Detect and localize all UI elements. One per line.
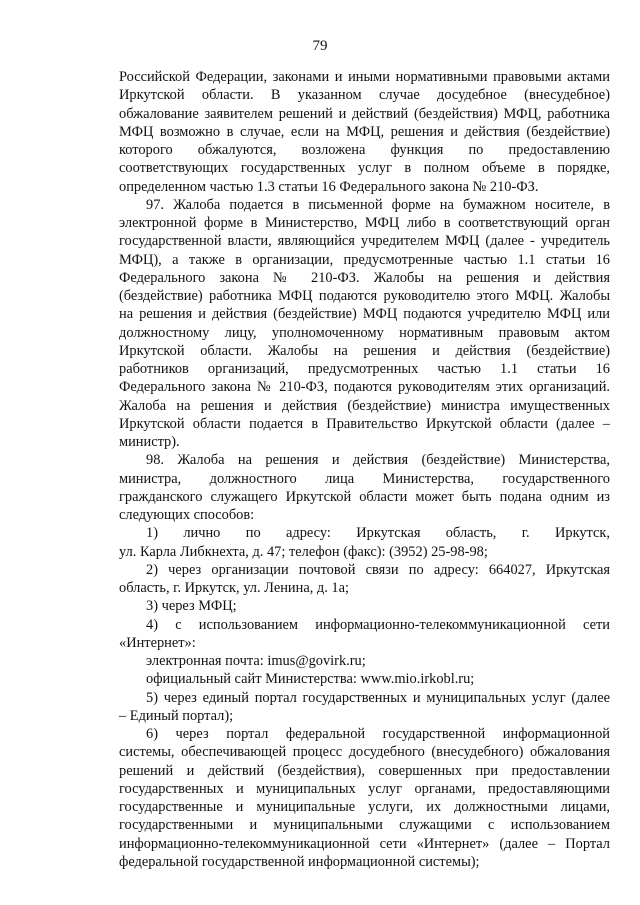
- text-line: работников организаций, предусмотренных частью 1.1 статьи 16: [119, 361, 610, 377]
- method-1-in-person: [119, 524, 610, 561]
- text-line: Федерального закона № 210-ФЗ. Жалобы на решения и действия: [119, 269, 610, 286]
- text-line: государственные и муниципальные услуги, их должностными лицами,: [119, 799, 610, 815]
- text-line: следующих способов:: [119, 507, 255, 523]
- text-line: 4) с использованием информационно-телекоммуникационной сети: [146, 616, 610, 633]
- text-line: Иркутской области подается в Правительство Иркутской области (далее –: [119, 415, 610, 432]
- text-line: электронная почта: imus@govirk.ru;: [146, 653, 366, 669]
- text-line: Российской Федерации, законами и иными нормативными правовыми актами: [119, 69, 610, 85]
- text-line: Иркутской области. Жалобы на решения и действия (бездействие): [119, 342, 610, 359]
- text-line: на решения и действия (бездействие) МФЦ подаются учредителю МФЦ или: [119, 306, 610, 323]
- text-line: гражданского служащего Иркутской области может быть подана одним из: [119, 488, 610, 505]
- text-line: обжалование заявителем решений и действий (бездействия) МФЦ, работника: [119, 105, 610, 122]
- paragraph-97: [119, 196, 610, 452]
- method-3-mfc: [119, 597, 610, 615]
- text-line: 1) лично по адресу: Иркутская область, г. Иркутск,: [146, 525, 610, 542]
- text-line: должностному лицу, уполномоченному нормативным правовым актом: [119, 324, 610, 341]
- text-line: «Интернет»:: [119, 634, 196, 651]
- text-line: 98. Жалоба на решения и действия (бездействие) Министерства,: [146, 452, 610, 469]
- text-line: Жалоба на решения и действия (бездействие) министра имущественных: [119, 397, 610, 414]
- page-number: 79: [312, 38, 328, 54]
- text-line: 5) через единый портал государственных и муниципальных услуг (далее: [146, 689, 610, 706]
- text-line: системы, обеспечивающей процесс досудебного (внесудебного) обжалования: [119, 744, 610, 761]
- text-line: Федерального закона № 210-ФЗ, подаются руководителям этих организаций.: [119, 379, 610, 396]
- text-line: решений и действий (бездействия), совершенных при предоставлении: [119, 762, 610, 779]
- text-line: – Единый портал);: [119, 707, 234, 724]
- method-5-unified-portal: [119, 689, 610, 726]
- method-2-postal: [119, 561, 610, 598]
- text-line: государственными и муниципальными служащими с использованием: [119, 817, 610, 834]
- document-body: [119, 68, 610, 871]
- text-line: МФЦ возможно в случае, если на МФЦ, решения и действия (бездействие): [119, 123, 610, 140]
- text-line: 6) через портал федеральной государственной информационной: [146, 726, 610, 742]
- text-line: определенном частью 1.3 статьи 16 Федерального закона № 210-ФЗ.: [119, 178, 539, 195]
- text-line: 97. Жалоба подается в письменной форме на бумажном носителе, в: [146, 196, 610, 213]
- text-line: область, г. Иркутск, ул. Ленина, д. 1а;: [119, 580, 350, 596]
- text-line: государственной власти, являющийся учредителем МФЦ (далее - учредитель: [119, 233, 610, 250]
- text-line: федеральной государственной информационной системы);: [119, 853, 480, 870]
- email-line: [119, 652, 610, 670]
- method-6-federal-portal: [119, 725, 610, 871]
- text-line: Иркутской области. В указанном случае досудебное (внесудебное): [119, 87, 610, 104]
- text-line: государственных и муниципальных услуг органами, предоставляющими: [119, 780, 610, 797]
- text-line: МФЦ), а также в организации, предусмотренные частью 1.1 статьи 16: [119, 251, 610, 268]
- text-line: которого обжалуются, возложена функция по предоставлению: [119, 142, 610, 158]
- text-line: ул. Карла Либкнехта, д. 47; телефон (факс): (3952) 25-98-98;: [119, 543, 488, 560]
- text-line: 3) через МФЦ;: [146, 598, 237, 615]
- text-line: министра, должностного лица Министерства, государственного: [119, 470, 610, 487]
- website-line: [119, 670, 610, 688]
- text-line: официальный сайт Министерства: www.mio.irkobl.ru;: [146, 671, 475, 688]
- text-line: (бездействие) работника МФЦ подаются руководителю этого МФЦ. Жалобы: [119, 288, 610, 304]
- text-line: соответствующих государственных услуг в полном объеме в порядке,: [119, 160, 610, 177]
- text-line: информационно-телекоммуникационной сети «Интернет» (далее – Портал: [119, 835, 610, 852]
- text-line: 2) через организации почтовой связи по адресу: 664027, Иркутская: [146, 561, 610, 578]
- paragraph-continued: [119, 68, 610, 196]
- method-4-internet: [119, 616, 610, 653]
- text-line: электронной форме в Министерство, МФЦ либо в соответствующий орган: [119, 215, 610, 231]
- text-line: министр).: [119, 434, 180, 450]
- paragraph-98: [119, 451, 610, 524]
